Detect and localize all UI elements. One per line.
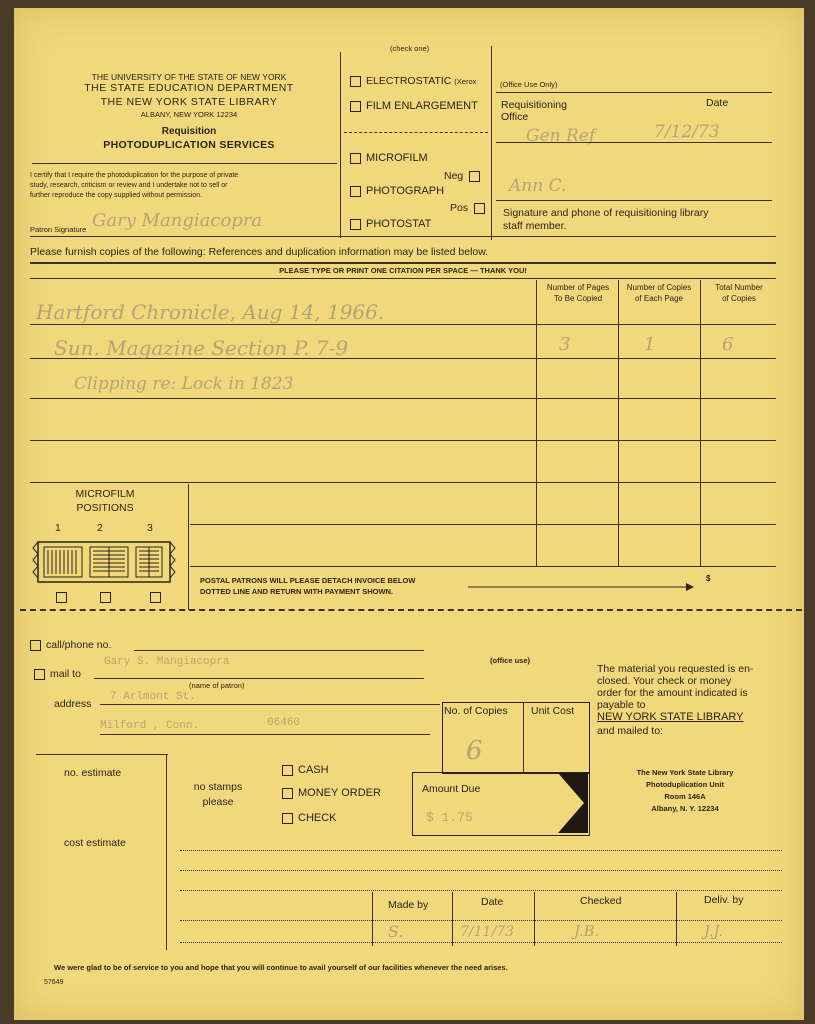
no-stamps-label-2: please [202, 796, 234, 808]
copies-value[interactable]: 6 [466, 736, 483, 766]
form-number: 57649 [44, 979, 64, 986]
made-date-label: Date [481, 896, 504, 908]
position-1-checkbox[interactable] [56, 592, 67, 603]
film-frame-3 [136, 547, 162, 577]
option-photostat[interactable] [350, 218, 431, 230]
check-one-label: (check one) [390, 44, 430, 53]
requisition-form [14, 8, 804, 1020]
made-by-value[interactable]: S. [388, 922, 404, 941]
money-order-checkbox[interactable] [282, 788, 293, 799]
requisitioning-office-label-2: Office [501, 111, 529, 123]
microfilm-positions-title-2: POSITIONS [76, 502, 134, 514]
checked-label: Checked [580, 895, 622, 907]
col-header-pages [538, 282, 618, 304]
photostat-label: PHOTOSTAT [366, 218, 432, 230]
citation-row-3[interactable]: Clipping re: Lock in 1823 [74, 374, 294, 394]
pos-checkbox[interactable] [474, 203, 485, 214]
neg-label: Neg [444, 170, 464, 182]
position-2-checkbox[interactable] [100, 592, 111, 603]
amount-due-value[interactable]: $ 1.75 [426, 810, 473, 825]
photograph-label: PHOTOGRAPH [366, 185, 445, 197]
cost-estimate-label: cost estimate [64, 837, 126, 849]
film-enlargement-checkbox[interactable] [350, 101, 361, 112]
patron-name-typed[interactable]: Gary S. Mangiacopra [104, 656, 230, 668]
material-enclosed-3: order for the amount indicated is [597, 687, 748, 699]
pos-label: Pos [450, 202, 469, 214]
col-header-pages-line1: Number of Pages [546, 283, 610, 292]
call-phone-checkbox[interactable] [30, 640, 41, 651]
col-header-total-line2: of Copies [722, 294, 756, 303]
requisition-date-value[interactable]: 7/12/73 [654, 122, 720, 142]
mail-to-field[interactable] [34, 668, 81, 680]
library-name: THE NEW YORK STATE LIBRARY [100, 96, 278, 108]
film-enlargement-label: FILM ENLARGEMENT [366, 100, 478, 112]
made-date-value[interactable]: 7/11/73 [460, 924, 514, 940]
microfilm-positions-title-1: MICROFILM [75, 488, 135, 500]
department-name: THE STATE EDUCATION DEPARTMENT [84, 82, 294, 94]
mailed-to-label: and mailed to: [597, 725, 663, 737]
copies-row-2[interactable]: 1 [644, 334, 656, 355]
staff-signature-label-1: Signature and phone of requisitioning library [503, 207, 709, 219]
thank-you-footer: We were glad to be of service to you and hope that you will continue to avail yourself of our facilities whenever the need arises. [54, 963, 508, 972]
call-phone-label: call/phone no. [46, 639, 112, 651]
name-of-patron-caption: (name of patron) [189, 681, 245, 690]
no-estimate-label: no. estimate [64, 767, 122, 779]
option-photograph[interactable] [350, 185, 444, 197]
furnish-copies-text: Please furnish copies of the following: References and duplication information may be listed below. [30, 246, 489, 258]
col-header-copies-line1: Number of Copies [626, 283, 692, 292]
position-2-label: 2 [97, 522, 103, 534]
electrostatic-checkbox[interactable] [350, 76, 361, 87]
return-address-2: Photoduplication Unit [646, 780, 724, 789]
library-address: ALBANY, NEW YORK 12234 [140, 110, 238, 119]
option-pos[interactable] [450, 202, 490, 214]
microfilm-strip-diagram [32, 540, 176, 584]
option-film-enlargement[interactable] [350, 100, 478, 112]
check-label: CHECK [298, 812, 337, 824]
city-typed[interactable]: Milford , Conn. [100, 720, 200, 732]
option-electrostatic[interactable] [350, 75, 476, 87]
form-title-photoduplication: PHOTODUPLICATION SERVICES [103, 139, 275, 151]
col-header-total-line1: Total Number [715, 283, 763, 292]
col-header-pages-line2: To Be Copied [553, 294, 603, 303]
staff-signature[interactable]: Ann C. [509, 176, 567, 196]
money-order-label: MONEY ORDER [298, 787, 381, 799]
patron-signature-label: Patron Signature [30, 225, 87, 234]
street-typed[interactable]: 7 Arlmont St. [110, 691, 196, 703]
xerox-label: (Xerox [454, 77, 477, 86]
position-3-checkbox[interactable] [150, 592, 161, 603]
payment-check[interactable] [282, 812, 337, 824]
option-neg[interactable] [444, 170, 485, 182]
col-header-copies [618, 282, 700, 304]
office-use-only-label: (Office Use Only) [500, 80, 558, 89]
zip-typed[interactable]: 06460 [267, 717, 301, 729]
postal-instruction-1: POSTAL PATRONS WILL PLEASE DETACH INVOICE BELOW [200, 576, 416, 585]
check-checkbox[interactable] [282, 813, 293, 824]
address-label: address [54, 698, 92, 710]
detach-dotted-line [20, 609, 802, 611]
dollar-sign: $ [706, 574, 711, 583]
made-by-label: Made by [388, 899, 429, 911]
certify-text-1: I certify that I require the photoduplication for the purpose of private [30, 172, 239, 179]
checked-value[interactable]: J.B. [574, 922, 600, 940]
col-header-copies-line2: of Each Page [634, 294, 684, 303]
pages-row-2[interactable]: 3 [559, 334, 571, 355]
date-label: Date [706, 97, 729, 109]
requisitioning-office-value[interactable]: Gen Ref [526, 126, 596, 146]
col-header-total [702, 282, 776, 304]
mail-to-label: mail to [50, 668, 81, 680]
amount-due-label: Amount Due [422, 783, 481, 795]
form-title-requisition: Requisition [161, 126, 217, 137]
deliv-by-label: Deliv. by [704, 894, 744, 906]
film-frame-2 [90, 547, 128, 577]
certify-text-2: study, research, criticism or review and I undertake not to sell or [30, 182, 228, 189]
cash-label: CASH [298, 764, 329, 776]
microfilm-label: MICROFILM [366, 152, 428, 164]
no-stamps-label-1: no stamps [193, 781, 243, 793]
neg-checkbox[interactable] [469, 171, 480, 182]
material-enclosed-1: The material you requested is en- [597, 663, 754, 675]
cash-checkbox[interactable] [282, 765, 293, 776]
total-row-2[interactable]: 6 [722, 334, 734, 355]
citation-row-1[interactable]: Hartford Chronicle, Aug 14, 1966. [36, 300, 385, 324]
position-3-label: 3 [147, 522, 153, 534]
material-enclosed-2: closed. Your check or money [597, 675, 732, 687]
payment-cash[interactable] [282, 764, 329, 776]
option-microfilm[interactable] [350, 152, 428, 164]
position-1-label: 1 [55, 522, 61, 534]
requisitioning-office-label-1: Requisitioning [501, 99, 567, 111]
return-address-1: The New York State Library [636, 768, 734, 777]
photograph-checkbox[interactable] [350, 186, 361, 197]
arrow-right-icon [466, 582, 696, 592]
photostat-checkbox[interactable] [350, 219, 361, 230]
material-enclosed-4: payable to [597, 699, 646, 711]
university-name: THE UNIVERSITY OF THE STATE OF NEW YORK [91, 72, 287, 82]
no-of-copies-label: No. of Copies [444, 705, 508, 717]
payment-money-order[interactable] [282, 787, 381, 799]
microfilm-checkbox[interactable] [350, 153, 361, 164]
certify-text-3: further reproduce the copy supplied without permission. [30, 192, 202, 199]
mail-to-checkbox[interactable] [34, 669, 45, 680]
electrostatic-label: ELECTROSTATIC [366, 75, 452, 87]
call-phone-field[interactable] [30, 639, 111, 651]
postal-instruction-2: DOTTED LINE AND RETURN WITH PAYMENT SHOWN. [200, 587, 394, 596]
unit-cost-label: Unit Cost [531, 705, 575, 717]
citation-row-2[interactable]: Sun. Magazine Section P. 7-9 [54, 336, 349, 360]
return-address-3: Room 146A [664, 792, 706, 801]
amount-arrow-icon [558, 773, 588, 833]
film-frame-1 [44, 547, 82, 577]
citation-instruction: PLEASE TYPE OR PRINT ONE CITATION PER SPACE — THANK YOU! [279, 266, 527, 275]
patron-signature[interactable]: Gary Mangiacopra [92, 210, 263, 231]
office-use-label: (office use) [490, 656, 531, 665]
return-address-4: Albany, N. Y. 12234 [651, 804, 719, 813]
payee-name: NEW YORK STATE LIBRARY [597, 711, 744, 723]
deliv-by-value[interactable]: J.J. [704, 922, 724, 940]
staff-signature-label-2: staff member. [503, 220, 567, 232]
